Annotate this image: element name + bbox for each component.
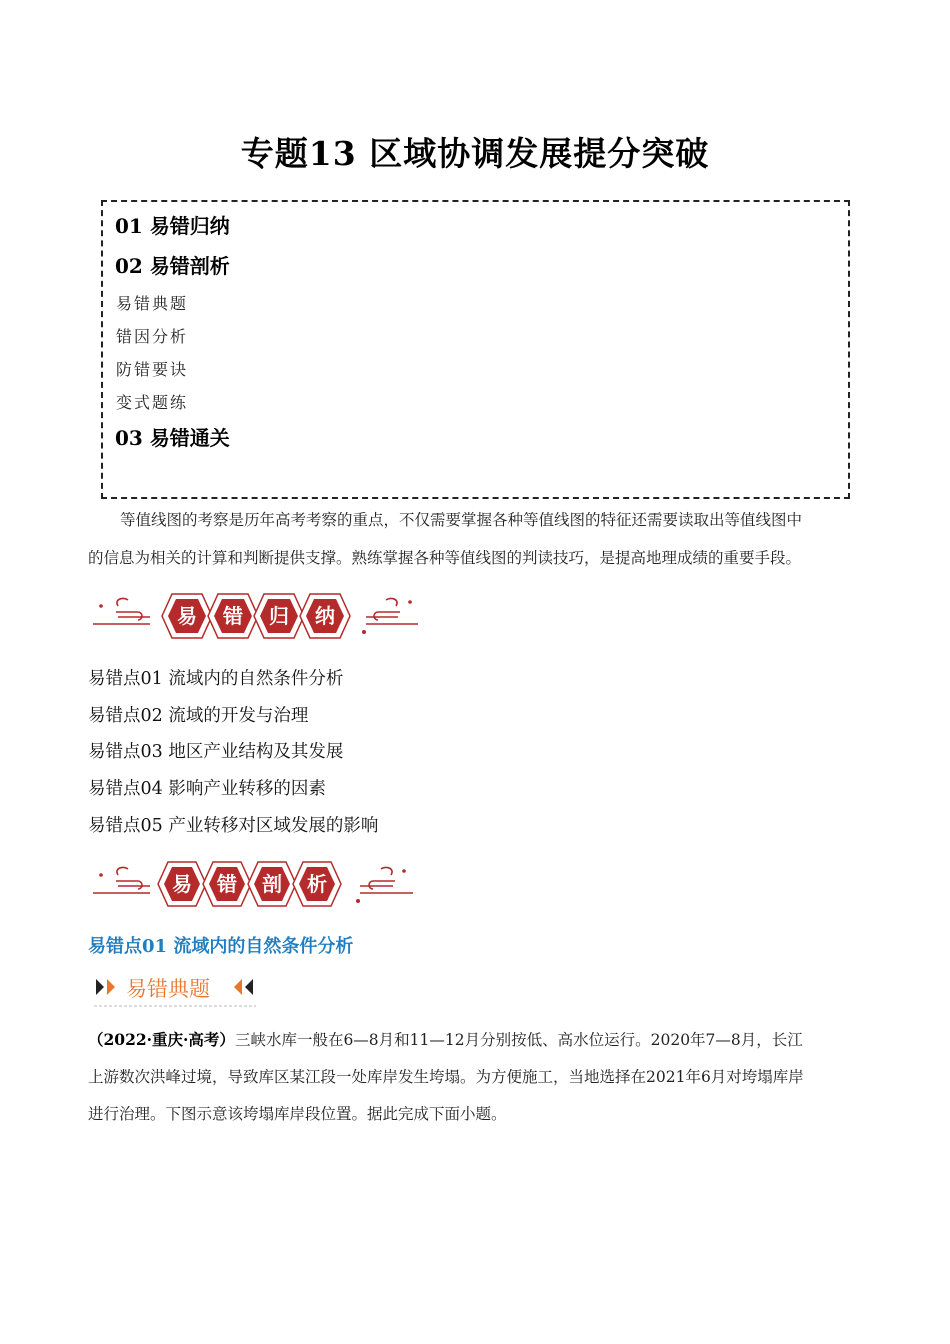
error-point-item[interactable]: 易错点03 地区产业结构及其发展 [88,742,344,762]
cloud-ornament-right [356,867,413,903]
question-source: （2022·重庆·高考） [88,1030,235,1049]
hex-badge [248,862,296,906]
table-of-contents [101,200,850,499]
arrow-left-icon [245,979,253,995]
toc-sub-item[interactable]: 易错典题 [116,294,189,313]
arrow-left-icon [234,979,242,995]
toc-sub-item[interactable]: 防错要诀 [116,360,189,379]
cloud-ornament-left [93,867,150,893]
cloud-ornament-right [362,598,418,634]
typical-label-text: 易错典题 [126,977,210,1001]
error-point-item[interactable]: 易错点02 流域的开发与治理 [88,706,309,726]
toc-heading-1[interactable]: 01 易错归纳 [115,214,230,238]
banner-char: 析 [307,872,327,896]
intro-line-2: 的信息为相关的计算和判断提供支撑。熟练掌握各种等值线图的判读技巧，是提高地理成绩的重要手段。 [88,549,802,567]
cloud-ornament-left [93,598,150,624]
hex-badge [158,862,206,906]
banner-char: 错 [217,872,237,896]
page-title: 专题13 区域协调发展提分突破 [240,134,710,173]
arrow-right-icon [107,979,115,995]
section-heading[interactable]: 易错点01 流域内的自然条件分析 [88,936,354,957]
banner-error-summary [88,590,423,642]
toc-sub-item[interactable]: 错因分析 [116,327,189,346]
banner-char: 归 [269,604,289,628]
hex-badge [203,862,251,906]
banner-char: 错 [223,604,243,628]
banner-char: 易 [172,872,192,896]
toc-heading-3[interactable]: 03 易错通关 [115,426,230,450]
error-point-item[interactable]: 易错点01 流域内的自然条件分析 [88,669,344,689]
error-point-item[interactable]: 易错点04 影响产业转移的因素 [88,779,326,799]
arrow-right-icon [96,979,104,995]
banner-char: 易 [177,604,197,628]
intro-line-1: 等值线图的考察是历年高考考察的重点，不仅需要掌握各种等值线图的特征还需要读取出等值线图中 [120,511,803,529]
banner-char: 纳 [315,604,335,628]
hex-badge [208,594,258,638]
banner-char: 剖 [262,872,282,896]
hex-badge [300,594,350,638]
hex-badge [162,594,212,638]
hex-badge [293,862,341,906]
toc-sub-item[interactable]: 变式题练 [116,393,189,412]
toc-heading-2[interactable]: 02 易错剖析 [115,254,230,278]
typical-question-label [92,969,262,1009]
error-point-item[interactable]: 易错点05 产业转移对区域发展的影响 [88,816,379,836]
hex-badge [254,594,304,638]
question-text: （2022·重庆·高考）三峡水库一般在6—8月和11—12月分别按低、高水位运行。2020年7—8月，长江 上游数次洪峰过境，导致库区某江段一处库岸发生垮塌。为方便施工，当地选择在2021年6月对垮塌库岸 进行治理。下图示意该垮塌库岸段位置。据此完成下面小题。 [88,1030,804,1123]
banner-error-analysis [88,857,418,911]
